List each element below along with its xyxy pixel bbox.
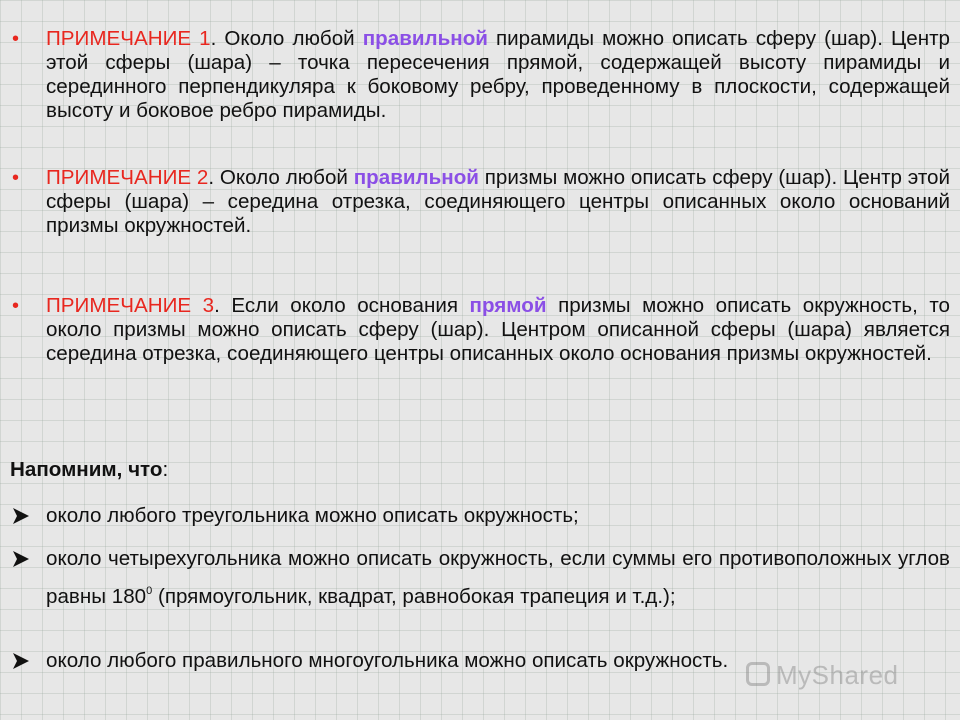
list-item-text-part: (прямоугольник, квадрат, равнобокая трапеция и т.д.); bbox=[152, 585, 676, 608]
arrow-bullet-icon bbox=[12, 504, 30, 528]
note-text: . Если около основания bbox=[214, 294, 470, 317]
bullet-icon: • bbox=[12, 28, 20, 50]
note-highlight: прямой bbox=[469, 294, 547, 317]
note-1 bbox=[10, 27, 950, 123]
note-text: призмы можно описать окружность, то около призмы можно описать сферу (шар). Центром описанной сферы (шара) является середина отрезка, соединяющего центры описанных около основания призмы окружностей. bbox=[46, 294, 950, 365]
list-item-text: около любого правильного многоугольника можно описать окружность. bbox=[46, 649, 729, 672]
arrow-bullet-icon bbox=[12, 649, 30, 673]
note-2 bbox=[10, 166, 950, 238]
note-text: . Около любой bbox=[210, 27, 363, 50]
note-2-text bbox=[46, 166, 950, 238]
watermark: MyShared bbox=[776, 660, 899, 690]
note-1-text bbox=[46, 27, 950, 123]
degree-superscript: 0 bbox=[146, 585, 153, 597]
note-label: ПРИМЕЧАНИЕ 1 bbox=[46, 27, 211, 50]
note-highlight: правильной bbox=[362, 27, 488, 50]
bullet-icon: • bbox=[12, 167, 20, 189]
list-item-text-part: около четырехугольника можно описать окружность, если суммы его противоположных углов равны 180 bbox=[46, 547, 950, 608]
list-item bbox=[10, 504, 950, 528]
recall-bold: Напомним, что bbox=[10, 458, 163, 481]
arrow-bullet-icon bbox=[12, 547, 30, 571]
recall-heading bbox=[10, 458, 168, 482]
note-3-text bbox=[46, 294, 950, 366]
note-highlight: правильной bbox=[353, 166, 479, 189]
note-label: ПРИМЕЧАНИЕ 2 bbox=[46, 166, 209, 189]
list-item bbox=[10, 542, 950, 613]
note-text: призмы можно описать сферу (шар). Центр этой сферы (шара) – середина отрезка, соединяющего центры описанных около оснований призмы окружностей. bbox=[46, 166, 950, 237]
recall-colon: : bbox=[162, 458, 169, 481]
note-3 bbox=[10, 294, 950, 366]
list-item-text bbox=[46, 542, 950, 613]
note-text: пирамиды можно описать сферу (шар). Центр этой сферы (шара) – точка пересечения прямой, содержащей высоту пирамиды и серединного перпендикуляра к боковому ребру, проведенному в плоскости, содержащей высоту и боковое ребро пирамиды. bbox=[46, 27, 950, 122]
note-label: ПРИМЕЧАНИЕ 3 bbox=[46, 294, 215, 317]
note-text: . Около любой bbox=[208, 166, 354, 189]
watermark-icon bbox=[746, 662, 770, 686]
bullet-icon: • bbox=[12, 295, 20, 317]
list-item-text: около любого треугольника можно описать окружность; bbox=[46, 504, 579, 527]
